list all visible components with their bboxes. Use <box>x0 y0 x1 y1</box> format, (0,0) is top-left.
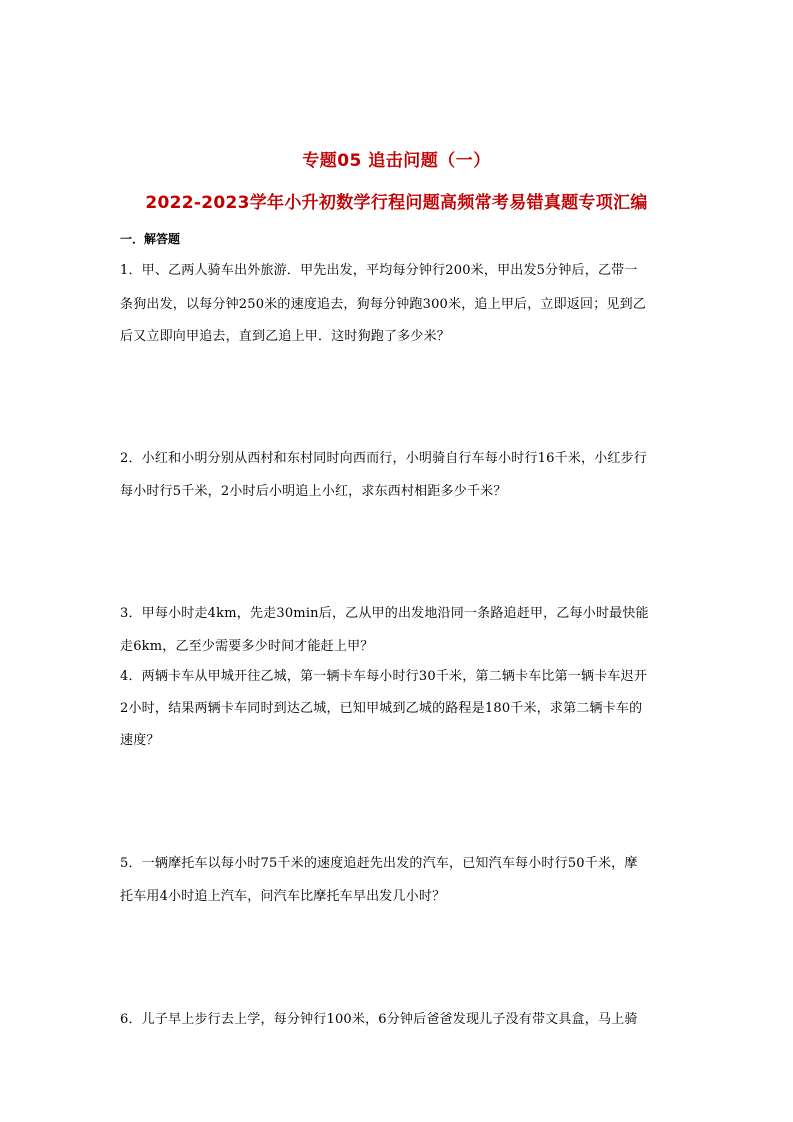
question-4-line-1: 4．两辆卡车从甲城开往乙城，第一辆卡车每小时行30千米，第二辆卡车比第一辆卡车迟开 <box>120 669 648 684</box>
question-1-line-3: 后又立即向甲追去，直到乙追上甲．这时狗跑了多少米？ <box>120 329 451 344</box>
question-2-line-1: 2．小红和小明分别从西村和东村同时向西而行，小明骑自行车每小时行16千米，小红步行 <box>120 451 648 466</box>
question-1-line-2: 条狗出发，以每分钟250米的速度追去，狗每分钟跑300米，追上甲后，立即返回；见到乙 <box>120 297 647 312</box>
question-4-line-3: 速度？ <box>120 733 160 748</box>
question-3-line-1: 3．甲每小时走4km，先走30min后，乙从甲的出发地沿同一条路追赶甲，乙每小时最快能 <box>120 606 649 621</box>
question-2-line-2: 每小时行5千米，2小时后小明追上小红，求东西村相距多少千米？ <box>120 484 507 499</box>
question-3-line-2: 走6km，乙至少需要多少时间才能赶上甲？ <box>120 639 374 654</box>
section-heading: 一．解答题 <box>120 232 181 246</box>
question-1-line-1: 1．甲、乙两人骑车出外旅游．甲先出发，平均每分钟行200米，甲出发5分钟后，乙带一 <box>120 263 638 278</box>
document-subtitle: 2022-2023学年小升初数学行程问题高频常考易错真题专项汇编 <box>145 193 648 213</box>
question-6-line-1: 6．儿子早上步行去上学，每分钟行100米，6分钟后爸爸发现儿子没有带文具盒，马上骑 <box>120 1012 638 1027</box>
document-title: 专题05 追击问题（一） <box>302 151 491 171</box>
question-5-line-1: 5．一辆摩托车以每小时75千米的速度追赶先出发的汽车，已知汽车每小时行50千米，摩 <box>120 856 638 871</box>
question-4-line-2: 2小时，结果两辆卡车同时到达乙城，已知甲城到乙城的路程是180千米，求第二辆卡车的 <box>120 701 643 716</box>
question-5-line-2: 托车用4小时追上汽车，问汽车比摩托车早出发几小时？ <box>120 889 446 904</box>
